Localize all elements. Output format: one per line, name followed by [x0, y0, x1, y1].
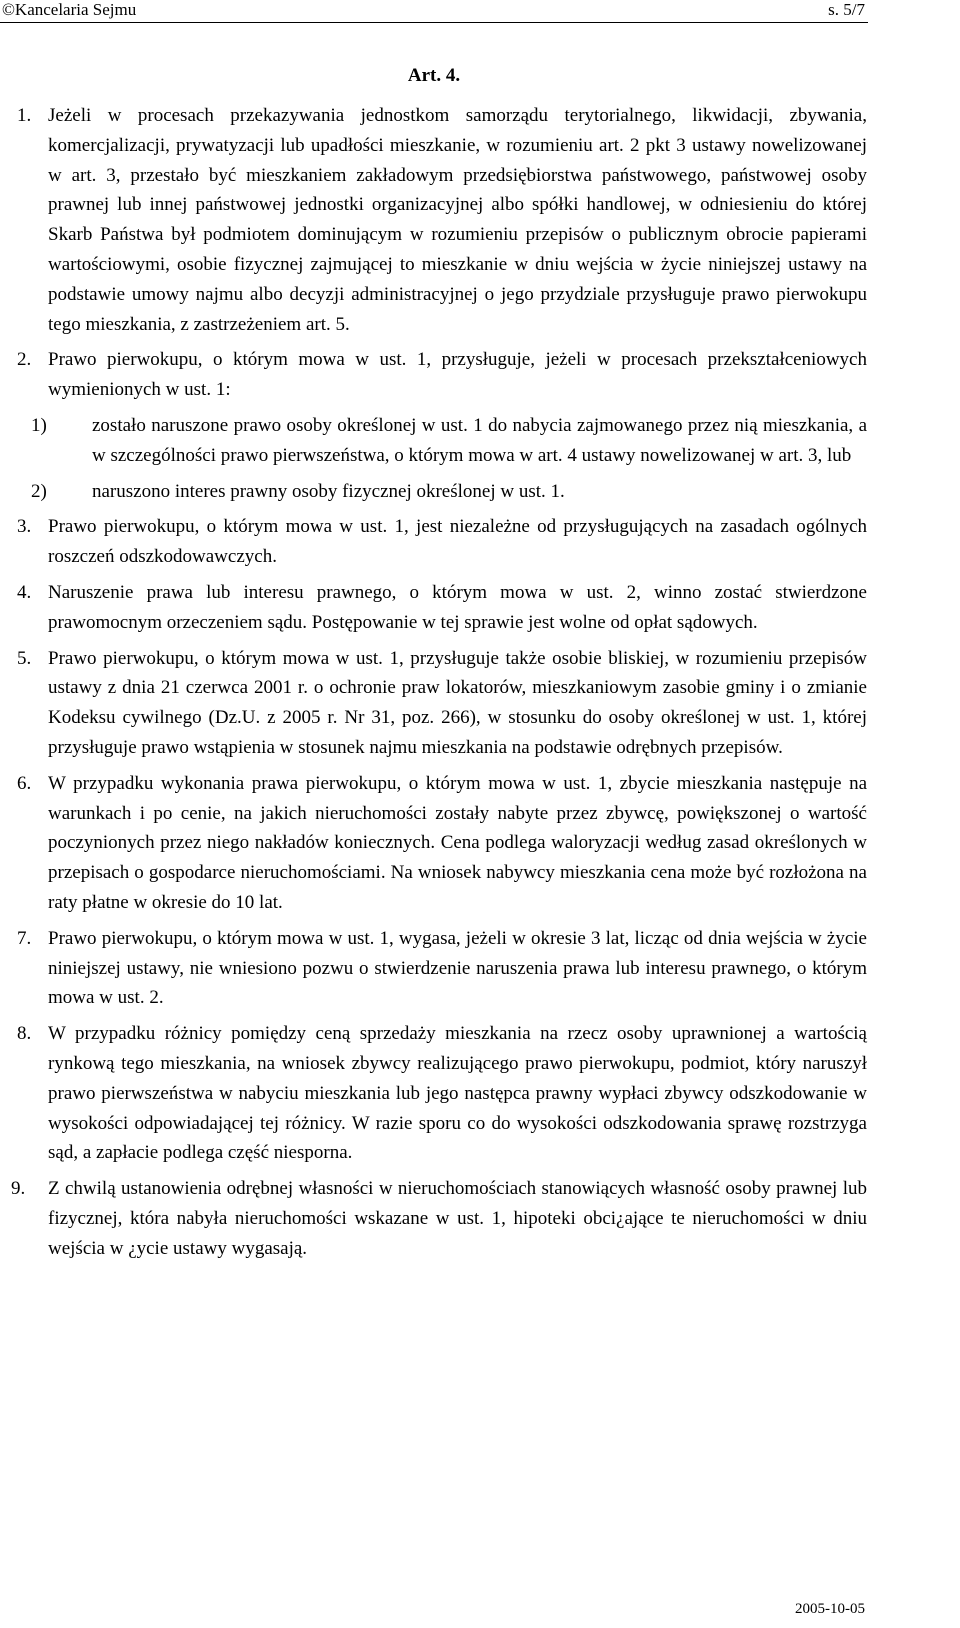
paragraph-number: 2. [17, 349, 32, 371]
paragraph-text: Naruszenie prawa lub interesu prawnego, o którym mowa w ust. 2, winno zostać stwierdzone prawomocnym orzeczeniem sądu. Postępowanie w tej sprawie jest wolne od opłat sądowych. [48, 581, 867, 633]
article-body [11, 101, 867, 1269]
paragraph-4 [17, 578, 867, 638]
paragraph-7 [17, 924, 867, 1013]
paragraph-text: Prawo pierwokupu, o którym mowa w ust. 1, przysługuje, jeżeli w procesach przekształceniowych wymienionych w ust. 1: [48, 349, 867, 401]
paragraph-8 [17, 1019, 867, 1168]
paragraph-3 [17, 512, 867, 572]
paragraph-number: 7. [17, 927, 32, 949]
paragraph-1 [17, 101, 867, 339]
paragraph-text: Prawo pierwokupu, o którym mowa w ust. 1, przysługuje także osobie bliskiej, w rozumieniu przepisów ustawy z dnia 21 czerwca 2001 r. o ochronie praw lokatorów, mieszkaniowym zasobie gminy i o zmianie Kodeksu cywilnego (Dz.U. z 2005 r. Nr 31, poz. 266), w stosunku do osoby określonej w ust. 1, której przysługuje prawo wstąpienia w stosunek najmu mieszkania na podstawie odrębnych przepisów. [48, 647, 867, 758]
item-number: 1) [31, 414, 47, 436]
paragraph-text: W przypadku różnicy pomiędzy ceną sprzedaży mieszkania na rzecz osoby uprawnionej a wartością rynkową tego mieszkania, na wniosek zbywcy realizującego prawo pierwokupu, podmiot, który naruszył prawo pierwszeństwa w nabyciu mieszkania lub jego następca prawny wypłaci zbywcy odszkodowanie w wysokości odpowiadającej tej różnicy. W razie sporu co do wysokości odszkodowania sprawę rozstrzyga sąd, a zapłacie podlega część niesporna. [48, 1023, 867, 1164]
paragraph-2-item-2 [31, 477, 867, 507]
paragraph-6 [17, 769, 867, 918]
item-text: naruszono interes prawny osoby fizycznej określonej w ust. 1. [92, 480, 565, 502]
paragraph-text: Prawo pierwokupu, o którym mowa w ust. 1, jest niezależne od przysługujących na zasadach ogólnych roszczeń odszkodowawczych. [48, 516, 867, 568]
paragraph-text: Prawo pierwokupu, o którym mowa w ust. 1, wygasa, jeżeli w okresie 3 lat, licząc od dnia wejścia w życie niniejszej ustawy, nie wniesiono pozwu o stwierdzenie naruszenia prawa lub interesu prawnego, o którym mowa w ust. 2. [48, 927, 867, 1009]
header-page-number: s. 5/7 [828, 0, 865, 19]
paragraph-text: W przypadku wykonania prawa pierwokupu, o którym mowa w ust. 1, zbycie mieszkania następuje na warunkach i po cenie, na jakich nieruchomości zostały nabyte przez zbywcę, powiększonej o wartość poczynionych przez niego nakładów koniecznych. Cena podlega waloryzacji według zasad określonych w przepisach o gospodarce nieruchomościami. Na wniosek nabywcy mieszkania cena może być rozłożona na raty płatne w okresie do 10 lat. [48, 772, 867, 913]
paragraph-number: 6. [17, 772, 32, 794]
item-number: 2) [31, 480, 47, 502]
paragraph-text: Z chwilą ustanowienia odrębnej własności w nieruchomościach stanowiących własność osoby prawnej lub fizycznej, która nabyła nieruchomości wskazane w ust. 1, hipoteki obci¿ające te nieruchomości w dniu wejścia w ¿ycie ustawy wygasają. [48, 1178, 867, 1259]
paragraph-number: 4. [17, 581, 32, 603]
paragraph-number: 1. [17, 105, 32, 126]
article-title: Art. 4. [407, 65, 461, 86]
paragraph-number: 9. [11, 1178, 26, 1200]
header-rule [0, 22, 868, 23]
footer-date: 2005-10-05 [795, 1601, 865, 1617]
paragraph-2 [17, 345, 867, 405]
paragraph-number: 8. [17, 1023, 32, 1045]
header-source: ©Kancelaria Sejmu [2, 0, 137, 19]
paragraph-text: Jeżeli w procesach przekazywania jednostkom samorządu terytorialnego, likwidacji, zbywania, komercjalizacji, prywatyzacji lub upadłości mieszkanie, w rozumieniu art. 2 pkt 3 ustawy nowelizowanej w art. 3, przestało być mieszkaniem zakładowym przedsiębiorstwa państwowego, państwowej osoby prawnej lub innej państwowej jednostki organizacyjnej albo spółki handlowej, w odniesieniu do której Skarb Państwa był podmiotem dominującym w rozumieniu przepisów o publicznym obrocie papierami wartościowymi, osobie fizycznej zajmującej to mieszkanie w dniu wejścia w życie niniejszej ustawy na podstawie umowy najmu albo decyzji administracyjnej o jego przydziale przysługuje prawo pierwokupu tego mieszkania, z zastrzeżeniem art. 5. [48, 105, 867, 335]
item-text: zostało naruszone prawo osoby określonej w ust. 1 do nabycia zajmowanego przez nią mieszkania, a w szczególności prawo pierwszeństwa, o którym mowa w art. 4 ustawy nowelizowanej w art. 3, lub [92, 414, 867, 466]
paragraph-9 [11, 1174, 867, 1263]
paragraph-2-item-1 [31, 411, 867, 471]
paragraph-5 [17, 644, 867, 763]
paragraph-number: 5. [17, 647, 32, 669]
paragraph-number: 3. [17, 516, 32, 538]
